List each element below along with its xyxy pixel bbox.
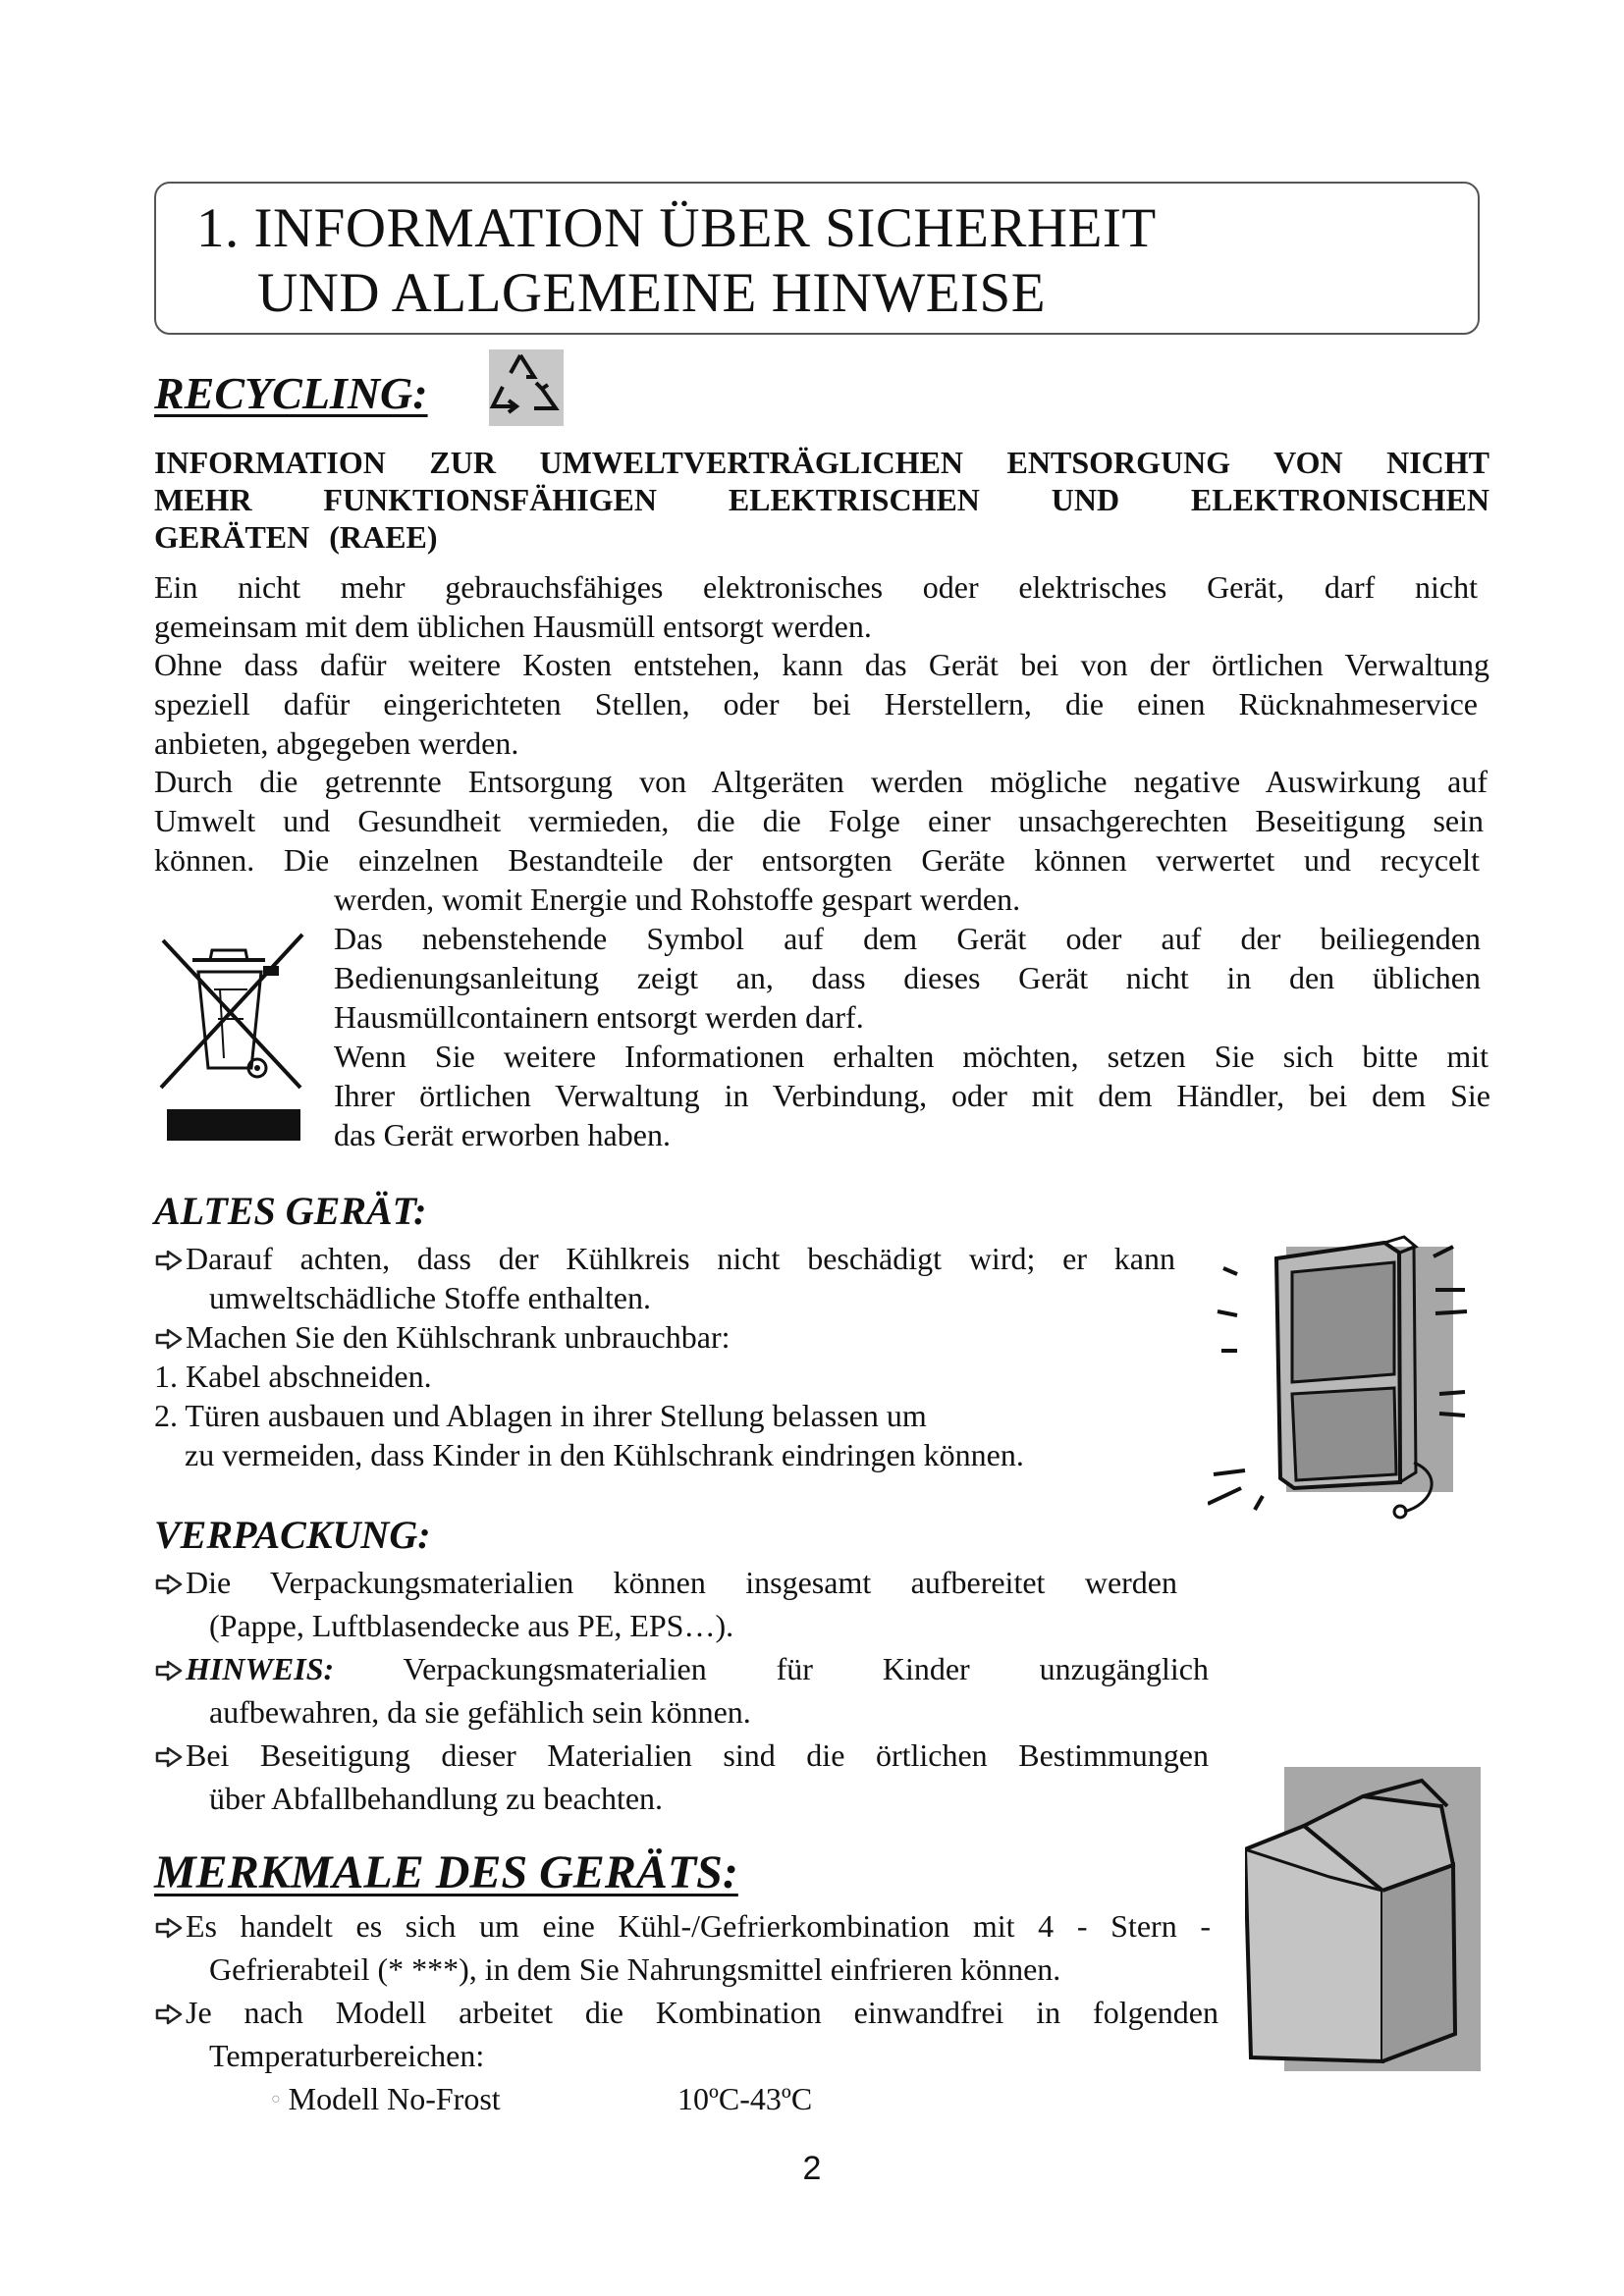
numbered-item: 2. Türen ausbauen und Ablagen in ihrer Stellung belassen um bbox=[154, 1398, 927, 1433]
circle-bullet-icon: ○ bbox=[271, 2091, 281, 2108]
arrow-bullet-icon bbox=[154, 1328, 184, 1350]
bullet-text: Je nach Modell arbeitet die Kombination einwandfrei in folgenden bbox=[186, 1995, 1218, 2030]
paragraph-line: Umwelt und Gesundheit vermieden, die die Folge einer unsachgerechten Beseitigung sein bbox=[154, 803, 1484, 838]
paragraph-line: das Gerät erworben haben. bbox=[334, 1117, 671, 1152]
arrow-bullet-icon bbox=[154, 2003, 184, 2025]
bullet-item bbox=[154, 1563, 1177, 1602]
bullet-continuation: (Pappe, Luftblasendecke aus PE, EPS…). bbox=[209, 1608, 734, 1643]
bullet-item bbox=[154, 1649, 1209, 1688]
model-range: 10ºC-43ºC bbox=[677, 2081, 813, 2116]
arrow-bullet-icon bbox=[154, 1250, 184, 1271]
paragraph-line: werden, womit Energie und Rohstoffe gespart werden. bbox=[334, 881, 1021, 917]
arrow-bullet-icon bbox=[154, 1917, 184, 1939]
paragraph-line: können. Die einzelnen Bestandteile der entsorgten Geräte können verwertet und recycelt bbox=[154, 842, 1480, 878]
bullet-continuation: aufbewahren, da sie gefählich sein können. bbox=[209, 1694, 751, 1730]
bullet-item bbox=[154, 1906, 1211, 1946]
bullet-text: Bei Beseitigung dieser Materialien sind die örtlichen Bestimmungen bbox=[186, 1737, 1209, 1773]
recycle-icon bbox=[481, 344, 569, 432]
model-row bbox=[271, 2079, 501, 2119]
raee-intro-line-3: GERÄTEN (RAEE) bbox=[154, 519, 438, 555]
bullet-continuation: Gefrierabteil (* ***), in dem Sie Nahrungsmittel einfrieren können. bbox=[209, 1951, 1061, 1987]
raee-intro-line-1: INFORMATION ZUR UMWELTVERTRÄGLICHEN ENTSORGUNG VON NICHT bbox=[154, 445, 1489, 480]
bullet-continuation: umweltschädliche Stoffe enthalten. bbox=[209, 1280, 651, 1315]
numbered-item: 1. Kabel abschneiden. bbox=[154, 1359, 432, 1394]
fridge-illustration bbox=[1208, 1217, 1483, 1522]
paragraph-line: Hausmüllcontainern entsorgt werden darf. bbox=[334, 999, 864, 1035]
bullet-item bbox=[154, 1735, 1209, 1775]
bullet-continuation: über Abfallbehandlung zu beachten. bbox=[209, 1781, 664, 1816]
hinweis-label: HINWEIS: bbox=[186, 1651, 335, 1686]
paragraph-line: Ohne dass dafür weitere Kosten entstehen, kann das Gerät bei von der örtlichen Verwaltung bbox=[154, 647, 1489, 682]
crossed-out-bin-icon bbox=[155, 921, 312, 1141]
packaging-box-illustration bbox=[1245, 1767, 1481, 2071]
verpackung-heading: VERPACKUNG: bbox=[154, 1513, 431, 1557]
raee-intro bbox=[154, 444, 1489, 556]
raee-intro-line-2: MEHR FUNKTIONSFÄHIGEN ELEKTRISCHEN UND ELEKTRONISCHEN bbox=[154, 482, 1489, 517]
bullet-text: Verpackungsmaterialien für Kinder unzugänglich bbox=[403, 1651, 1210, 1686]
page-number: 2 bbox=[802, 2150, 822, 2187]
paragraph-line: anbieten, abgegeben werden. bbox=[154, 725, 519, 761]
altes-geraet-heading: ALTES GERÄT: bbox=[154, 1189, 427, 1233]
bullet-item bbox=[154, 1993, 1218, 2032]
page-title-line-2: UND ALLGEMEINE HINWEISE bbox=[257, 262, 1047, 324]
model-label: Modell No-Frost bbox=[288, 2081, 501, 2116]
recycling-heading: RECYCLING: bbox=[154, 368, 428, 418]
bullet-text: Es handelt es sich um eine Kühl-/Gefrierkombination mit 4 - Stern - bbox=[186, 1908, 1211, 1944]
bullet-text: Darauf achten, dass der Kühlkreis nicht beschädigt wird; er kann bbox=[186, 1241, 1175, 1276]
paragraph-line: speziell dafür eingerichteten Stellen, oder bei Herstellern, die einen Rücknahmeservice bbox=[154, 686, 1478, 721]
bullet-text: Machen Sie den Kühlschrank unbrauchbar: bbox=[186, 1319, 731, 1355]
arrow-bullet-icon bbox=[154, 1660, 184, 1682]
paragraph-line: Das nebenstehende Symbol auf dem Gerät oder auf der beiliegenden bbox=[334, 921, 1481, 956]
paragraph-line: Durch die getrennte Entsorgung von Altgeräten werden mögliche negative Auswirkung auf bbox=[154, 764, 1488, 799]
arrow-bullet-icon bbox=[154, 1746, 184, 1768]
arrow-bullet-icon bbox=[154, 1574, 184, 1595]
paragraph-line: Wenn Sie weitere Informationen erhalten möchten, setzen Sie sich bitte mit bbox=[334, 1039, 1489, 1074]
merkmale-heading: MERKMALE DES GERÄTS: bbox=[154, 1846, 738, 1898]
paragraph-line: gemeinsam mit dem üblichen Hausmüll entsorgt werden. bbox=[154, 609, 872, 644]
bullet-item bbox=[154, 1239, 1175, 1278]
bullet-text: Die Verpackungsmaterialien können insgesamt aufbereitet werden bbox=[186, 1565, 1177, 1600]
paragraph-line: Bedienungsanleitung zeigt an, dass dieses Gerät nicht in den üblichen bbox=[334, 960, 1481, 995]
bullet-continuation: Temperaturbereichen: bbox=[209, 2038, 485, 2073]
bullet-item bbox=[154, 1317, 730, 1357]
paragraph-line: Ihrer örtlichen Verwaltung in Verbindung, oder mit dem Händler, bei dem Sie bbox=[334, 1078, 1490, 1113]
paragraph-line: Ein nicht mehr gebrauchsfähiges elektronisches oder elektrisches Gerät, darf nicht bbox=[154, 569, 1478, 605]
numbered-item-continuation: zu vermeiden, dass Kinder in den Kühlschrank eindringen können. bbox=[185, 1437, 1024, 1472]
page-title-line-1: 1. INFORMATION ÜBER SICHERHEIT bbox=[196, 197, 1157, 259]
